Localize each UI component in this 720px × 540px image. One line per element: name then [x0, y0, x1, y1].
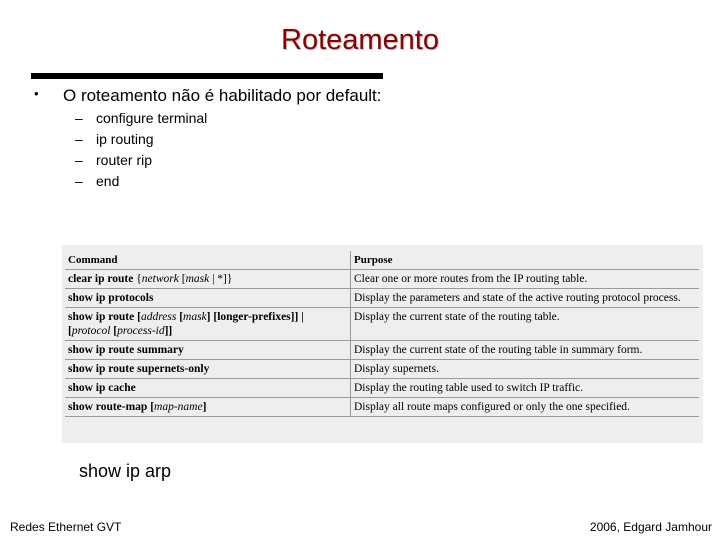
extra-command-text: show ip arp — [79, 461, 172, 481]
purpose-cell: Display supernets. — [351, 360, 700, 379]
command-cell — [65, 398, 351, 417]
command-segment: ] [longer-prefixes]] | [ — [68, 311, 304, 337]
command-segment: { — [136, 273, 142, 285]
table-row — [65, 360, 699, 379]
table-row — [65, 289, 699, 308]
sub-item-dash: – — [75, 131, 83, 147]
command-segment: protocol — [71, 325, 111, 337]
command-segment: map-name — [154, 401, 203, 413]
command-segment: address — [140, 311, 177, 323]
command-segment: show route-map [ — [68, 401, 155, 413]
command-cell — [65, 379, 351, 398]
header-purpose: Purpose — [351, 251, 700, 270]
bullet-text: O roteamento não é habilitado por default: — [63, 86, 382, 105]
command-segment: [ — [176, 311, 184, 323]
command-cell — [65, 308, 351, 341]
sub-item — [75, 131, 154, 147]
purpose-cell: Clear one or more routes from the IP routing table. — [351, 270, 700, 289]
command-cell — [65, 341, 351, 360]
command-cell — [65, 270, 351, 289]
command-segment: ]] — [164, 325, 173, 337]
bullet-marker: • — [34, 86, 39, 101]
sub-item-dash: – — [75, 152, 83, 168]
sub-item-label: ip routing — [96, 131, 154, 147]
command-segment: mask — [183, 311, 207, 323]
table-row — [65, 341, 699, 360]
command-segment: show ip cache — [68, 382, 136, 394]
command-table — [65, 251, 699, 417]
command-segment: [ — [178, 273, 186, 285]
command-cell — [65, 360, 351, 379]
command-segment: [ — [110, 325, 118, 337]
sub-item-label: configure terminal — [96, 110, 208, 126]
footer-left: Redes Ethernet GVT — [10, 520, 122, 534]
command-segment: | *]} — [209, 273, 233, 285]
command-table-image — [62, 245, 703, 443]
purpose-cell: Display the routing table used to switch IP traffic. — [351, 379, 700, 398]
header-command: Command — [65, 251, 351, 270]
command-segment: show ip route summary — [68, 344, 184, 356]
purpose-cell: Display the current state of the routing table in summary form. — [351, 341, 700, 360]
sub-item-dash: – — [75, 173, 83, 189]
footer-right: 2006, Edgard Jamhour — [589, 520, 712, 534]
sub-item — [75, 152, 152, 168]
command-segment: network — [141, 273, 179, 285]
command-segment: show ip route supernets-only — [68, 363, 210, 375]
command-segment: ] — [202, 401, 207, 413]
purpose-cell: Display the parameters and state of the active routing protocol process. — [351, 289, 700, 308]
command-segment: mask — [185, 273, 210, 285]
table-row — [65, 308, 699, 341]
sub-item-dash: – — [75, 110, 83, 126]
command-segment: clear ip route — [68, 273, 137, 285]
sub-item-label: router rip — [96, 152, 153, 168]
command-segment: process-id — [117, 325, 165, 337]
command-segment: show ip route [ — [68, 311, 141, 323]
purpose-cell: Display all route maps configured or only the one specified. — [351, 398, 700, 417]
command-cell — [65, 289, 351, 308]
sub-item — [75, 173, 119, 189]
sub-item — [75, 110, 207, 126]
sub-item-label: end — [96, 173, 120, 189]
title-underline — [31, 73, 383, 79]
table-header-row — [65, 251, 699, 270]
table-row — [65, 398, 699, 417]
slide-title: Roteamento — [281, 24, 439, 56]
purpose-cell: Display the current state of the routing table. — [351, 308, 700, 341]
command-segment: show ip protocols — [68, 292, 154, 304]
table-row — [65, 379, 699, 398]
table-row — [65, 270, 699, 289]
